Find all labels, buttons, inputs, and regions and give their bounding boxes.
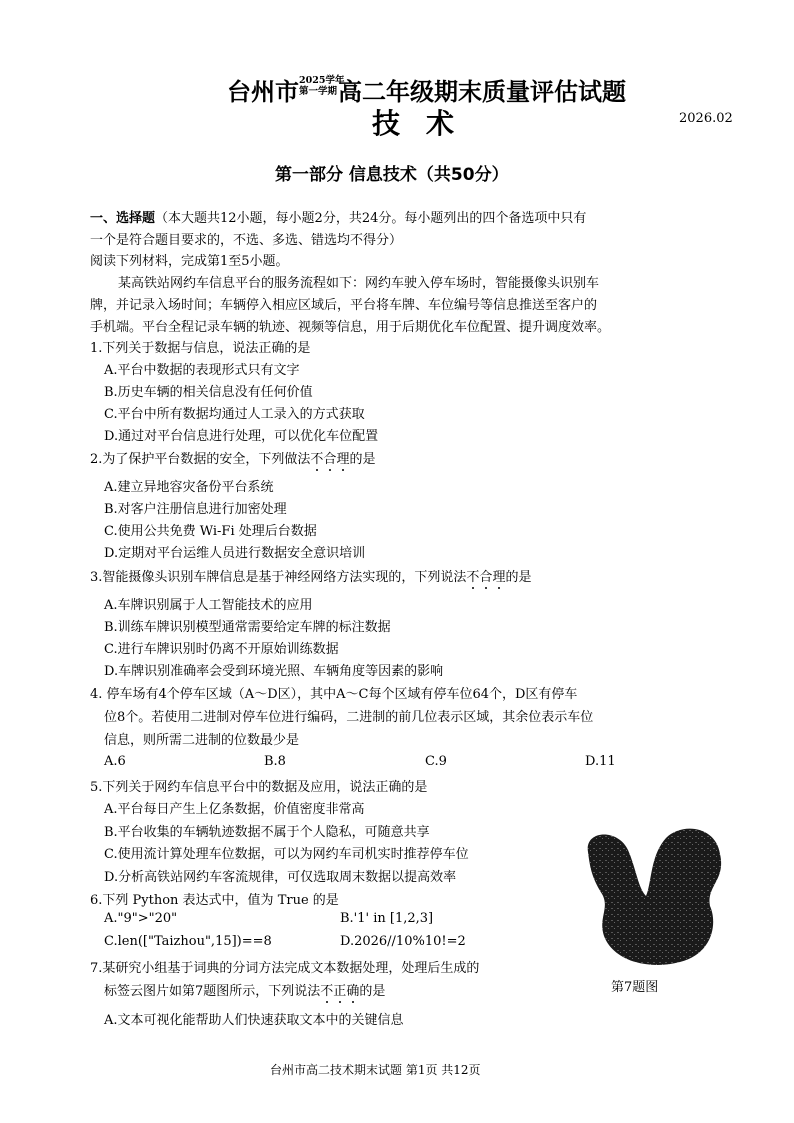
section-heading: 一、选择题 (90, 211, 156, 226)
q7-line-2 (104, 980, 385, 999)
q2-option-a: A.建立异地容灾备份平台系统 (104, 480, 274, 495)
header-term: 第一学期 (299, 86, 338, 97)
q3-emphasis-2: 合 (479, 566, 492, 585)
q4-option-d: D.11 (585, 754, 616, 769)
q1-option-c: C.平台中所有数据均通过人工录入的方式获取 (104, 407, 365, 422)
q7-figure-caption: 第7题图 (611, 980, 659, 995)
material-line-2: 牌，并记录入场时间；车辆停入相应区域后，平台将车牌、车位编号等信息推送至客户的 (90, 298, 598, 313)
q3-emphasis-3: 理 (492, 566, 505, 585)
q5-stem: 5.下列关于网约车信息平台中的数据及应用，说法正确的是 (90, 780, 428, 795)
q7-tag-cloud-figure (580, 822, 730, 970)
q2-option-d: D.定期对平台运维人员进行数据安全意识培训 (104, 546, 366, 561)
q7-line-2-pre: 标签云图片如第7题图所示，下列说法 (104, 984, 321, 999)
q4-option-c: C.9 (425, 754, 447, 769)
q7-emphasis-1: 不 (320, 980, 333, 999)
q2-emphasis-1: 不 (310, 448, 323, 467)
q4-line-3: 信息，则所需二进制的位数最少是 (104, 733, 300, 748)
q4-option-a: A.6 (104, 754, 126, 769)
q5-option-d: D.分析高铁站网约车客流规律，可仅选取周末数据以提高效率 (104, 870, 457, 885)
header-exam-title: 高二年级期末质量评估试题 (338, 78, 626, 106)
q6-option-c: C.len(["Taizhou",15])==8 (104, 934, 272, 949)
q4-line-1: 4. 停车场有4个停车区域（A～D区），其中A～C每个区域有停车位64个，D区有停车 (90, 687, 578, 702)
q2-stem-pre: 2.为了保护平台数据的安全，下列做法 (90, 452, 311, 467)
section-intro (90, 207, 586, 226)
q6-option-a: A."9">"20" (104, 911, 178, 926)
q5-option-b: B.平台收集的车辆轨迹数据不属于个人隐私，可随意共享 (104, 825, 430, 840)
header-year: 2025学年 (299, 75, 345, 86)
q6-option-b: B.'1' in [1,2,3] (340, 911, 434, 926)
section-read: 阅读下列材料，完成第1至5小题。 (90, 254, 289, 269)
header-subject: 技术 (372, 107, 481, 140)
q3-stem (90, 566, 531, 585)
q3-stem-post: 的是 (505, 570, 532, 585)
q7-stem-post: 的是 (359, 984, 386, 999)
section-desc-2: 一个是符合题目要求的，不选、多选、错选均不得分） (90, 233, 403, 248)
material-line-1: 某高铁站网约车信息平台的服务流程如下：网约车驶入停车场时，智能摄像头识别车 (118, 276, 600, 291)
part-title: 第一部分 信息技术（共50分） (275, 165, 509, 185)
q5-option-c: C.使用流计算处理车位数据，可以为网约车司机实时推荐停车位 (104, 847, 469, 862)
material-line-3: 手机端。平台全程记录车辆的轨迹、视频等信息，用于后期优化车位配置、提升调度效率。 (90, 320, 611, 335)
q2-emphasis-3: 理 (336, 448, 349, 467)
q4-option-b: B.8 (264, 754, 286, 769)
q1-option-b: B.历史车辆的相关信息没有任何价值 (104, 385, 313, 400)
q2-emphasis-2: 合 (323, 448, 336, 467)
q3-stem-pre: 3.智能摄像头识别车牌信息是基于神经网络方法实现的，下列说法 (90, 570, 467, 585)
header-city: 台州市 (227, 78, 299, 106)
q7-emphasis-3: 确 (346, 980, 359, 999)
header-date: 2026.02 (679, 111, 733, 126)
q3-emphasis-1: 不 (466, 566, 479, 585)
q5-option-a: A.平台每日产生上亿条数据，价值密度非常高 (104, 802, 365, 817)
q7-line-1: 7.某研究小组基于词典的分词方法完成文本数据处理，处理后生成的 (90, 961, 480, 976)
q6-stem: 6.下列 Python 表达式中，值为 True 的是 (90, 893, 339, 908)
q1-option-d: D.通过对平台信息进行处理，可以优化车位配置 (104, 429, 379, 444)
q3-option-b: B.训练车牌识别模型通常需要给定车牌的标注数据 (104, 620, 391, 635)
q2-stem-post: 的是 (349, 452, 376, 467)
q2-stem (90, 448, 375, 467)
q2-option-b: B.对客户注册信息进行加密处理 (104, 502, 287, 517)
q1-option-a: A.平台中数据的表现形式只有文字 (104, 363, 300, 378)
tag-cloud-shape (588, 829, 721, 965)
q3-option-a: A.车牌识别属于人工智能技术的应用 (104, 598, 313, 613)
q7-emphasis-2: 正 (333, 980, 346, 999)
q1-stem: 1.下列关于数据与信息，说法正确的是 (90, 341, 311, 356)
q3-option-d: D.车牌识别准确率会受到环境光照、车辆角度等因素的影响 (104, 664, 444, 679)
q7-option-a: A.文本可视化能帮助人们快速获取文本中的关键信息 (104, 1013, 404, 1028)
q2-option-c: C.使用公共免费 Wi-Fi 处理后台数据 (104, 524, 317, 539)
section-desc-1: （本大题共12小题，每小题2分，共24分。每小题列出的四个备选项中只有 (155, 211, 587, 226)
page-footer: 台州市高二技术期末试题 第1页 共12页 (270, 1063, 481, 1077)
q3-option-c: C.进行车牌识别时仍离不开原始训练数据 (104, 642, 339, 657)
q6-option-d: D.2026//10%10!=2 (340, 934, 466, 949)
q4-line-2: 位8个。若使用二进制对停车位进行编码，二进制的前几位表示区域，其余位表示车位 (104, 710, 594, 725)
